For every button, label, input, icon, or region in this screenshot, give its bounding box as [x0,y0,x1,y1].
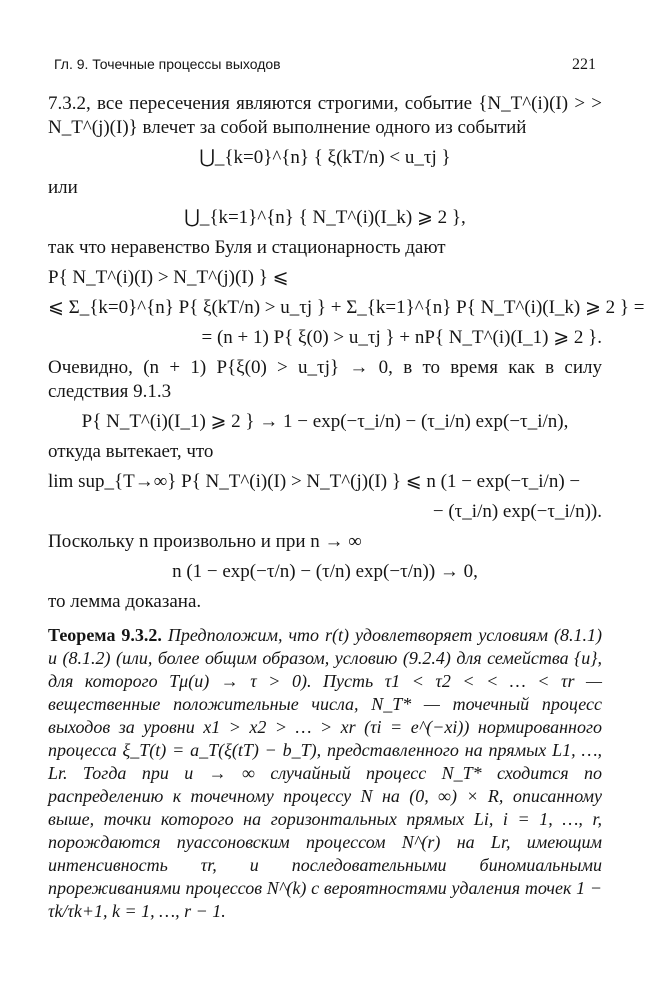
paragraph-boole: так что неравенство Буля и стационарность дают [48,237,446,258]
running-header [54,56,596,74]
paragraph-obviously: Очевидно, (n + 1) P{ξ(0) > u_τj} → 0, в то время как в силу следствия 9.1.3 [48,357,602,402]
page-number: 221 [572,56,596,73]
chapter-title: Гл. 9. Точечные процессы выходов [54,56,281,72]
formula-prob-sums: ⩽ Σ_{k=0}^{n} P{ ξ(kT/n) > u_τj } + Σ_{k=1}^{n} P{ N_T^(i)(I_k) ⩾ 2 } = [48,297,645,318]
paragraph-or: или [48,177,78,198]
formula-limsup-end: − (τ_i/n) exp(−τ_i/n)). [432,501,602,522]
formula-prob-start: P{ N_T^(i)(I) > N_T^(j)(I) } ⩽ [48,267,289,288]
theorem-label: Теорема 9.3.2. [48,625,162,645]
formula-limsup: lim sup_{T→∞} P{ N_T^(i)(I) > N_T^(j)(I) } ⩽ n (1 − exp(−τ_i/n) − [48,471,581,492]
formula-limit-p: P{ N_T^(i)(I_1) ⩾ 2 } → 1 − exp(−τ_i/n) − (τ_i/n) exp(−τ_i/n), [81,411,569,432]
paragraph-1: 7.3.2, все пересечения являются строгими, событие {N_T^(i)(I) > > N_T^(j)(I)} влечет за собой выполнение одного из событий [48,93,602,138]
paragraph-arbitrary: Поскольку n произвольно и при n → ∞ [48,531,362,552]
formula-union-xi: ⋃_{k=0}^{n} { ξ(kT/n) < u_τj } [199,147,451,168]
formula-prob-result: = (n + 1) P{ ξ(0) > u_τj } + nP{ N_T^(i)(I_1) ⩾ 2 }. [201,327,602,348]
page-body [48,92,645,923]
theorem-block [48,624,602,923]
formula-n-limit: n (1 − exp(−τ/n) − (τ/n) exp(−τ/n)) → 0, [172,561,478,582]
theorem-text: Предположим, что r(t) удовлетворяет условиям (8.1.1) и (8.1.2) (или, более общим образом, условию (9.2.4) для семейства {u}, для которого Tμ(u) → τ > 0). Пусть τ1 < τ2 < < … < τr — вещественные положительные числа, N_T* — точечный процесс выходов за уровни x1 > x2 > … > xr (τi = e^(−xi)) нормированного процесса ξ_T(t) = a_T(ξ(tT) − b_T), представленного на прямых L1, …, Lr. Тогда при u → ∞ случайный процесс N_T* сходится по распределению к точечному процессу N на (0, ∞) × R, описанному выше, точки которого на горизонтальных прямых Li, i = 1, …, r, порождаются пуассоновским процессом N^(r) на Lr, имеющим интенсивность τr, и последовательными биномиальными прореживаниями процессов N^(k) с вероятностями удаления точек 1 − τk/τk+1, k = 1, …, r − 1. [48,625,603,921]
paragraph-lemma-proved: то лемма доказана. [48,591,202,612]
paragraph-whence: откуда вытекает, что [48,441,214,462]
formula-union-n: ⋃_{k=1}^{n} { N_T^(i)(I_k) ⩾ 2 }, [184,207,466,228]
